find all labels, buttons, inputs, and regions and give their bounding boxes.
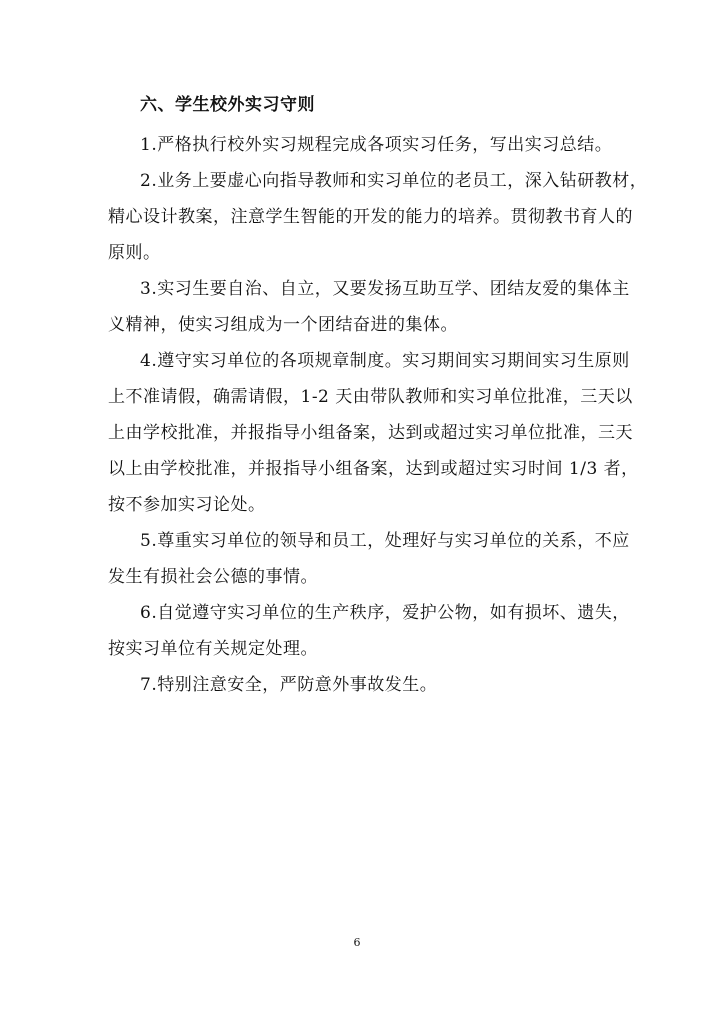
paragraph-line: 以上由学校批准，并报指导小组备案，达到或超过实习时间 1/3 者， <box>108 459 639 479</box>
paragraph-line: 按不参加实习论处。 <box>108 495 266 515</box>
paragraph-line: 按实习单位有关规定处理。 <box>108 639 318 659</box>
paragraph-line: 原则。 <box>108 243 161 263</box>
paragraph-line: 6.自觉遵守实习单位的生产秩序，爱护公物，如有损坏、遗失， <box>140 603 630 623</box>
paragraph-line: 4.遵守实习单位的各项规章制度。实习期间实习期间实习生原则 <box>140 351 630 371</box>
rule-paragraph-1 <box>108 127 613 163</box>
section-heading: 六、学生校外实习守则 <box>140 95 315 115</box>
paragraph-line: 义精神，使实习组成为一个团结奋进的集体。 <box>108 315 458 335</box>
paragraph-line: 上由学校批准，并报指导小组备案，达到或超过实习单位批准，三天 <box>108 423 633 443</box>
rule-paragraph-6 <box>108 595 630 667</box>
rule-paragraph-4 <box>108 343 639 523</box>
paragraph-line: 1.严格执行校外实习规程完成各项实习任务，写出实习总结。 <box>140 135 613 155</box>
paragraph-line: 2.业务上要虚心向指导教师和实习单位的老员工，深入钻研教材， <box>140 171 648 191</box>
paragraph-line: 7.特别注意安全，严防意外事故发生。 <box>140 675 438 695</box>
paragraph-line: 3.实习生要自治、自立，又要发扬互助互学、团结友爱的集体主 <box>140 279 630 299</box>
paragraph-line: 上不准请假，确需请假，1-2 天由带队教师和实习单位批准，三天以 <box>108 387 633 407</box>
paragraph-line: 精心设计教案，注意学生智能的开发的能力的培养。贯彻教书育人的 <box>108 207 633 227</box>
rule-paragraph-3 <box>108 271 630 343</box>
paragraph-line: 5.尊重实习单位的领导和员工，处理好与实习单位的关系，不应 <box>140 531 630 551</box>
rule-paragraph-2 <box>108 163 648 271</box>
paragraph-line: 发生有损社会公德的事情。 <box>108 567 318 587</box>
rule-paragraph-7 <box>108 667 608 703</box>
rule-paragraph-5 <box>108 523 630 595</box>
page-number: 6 <box>353 936 361 949</box>
